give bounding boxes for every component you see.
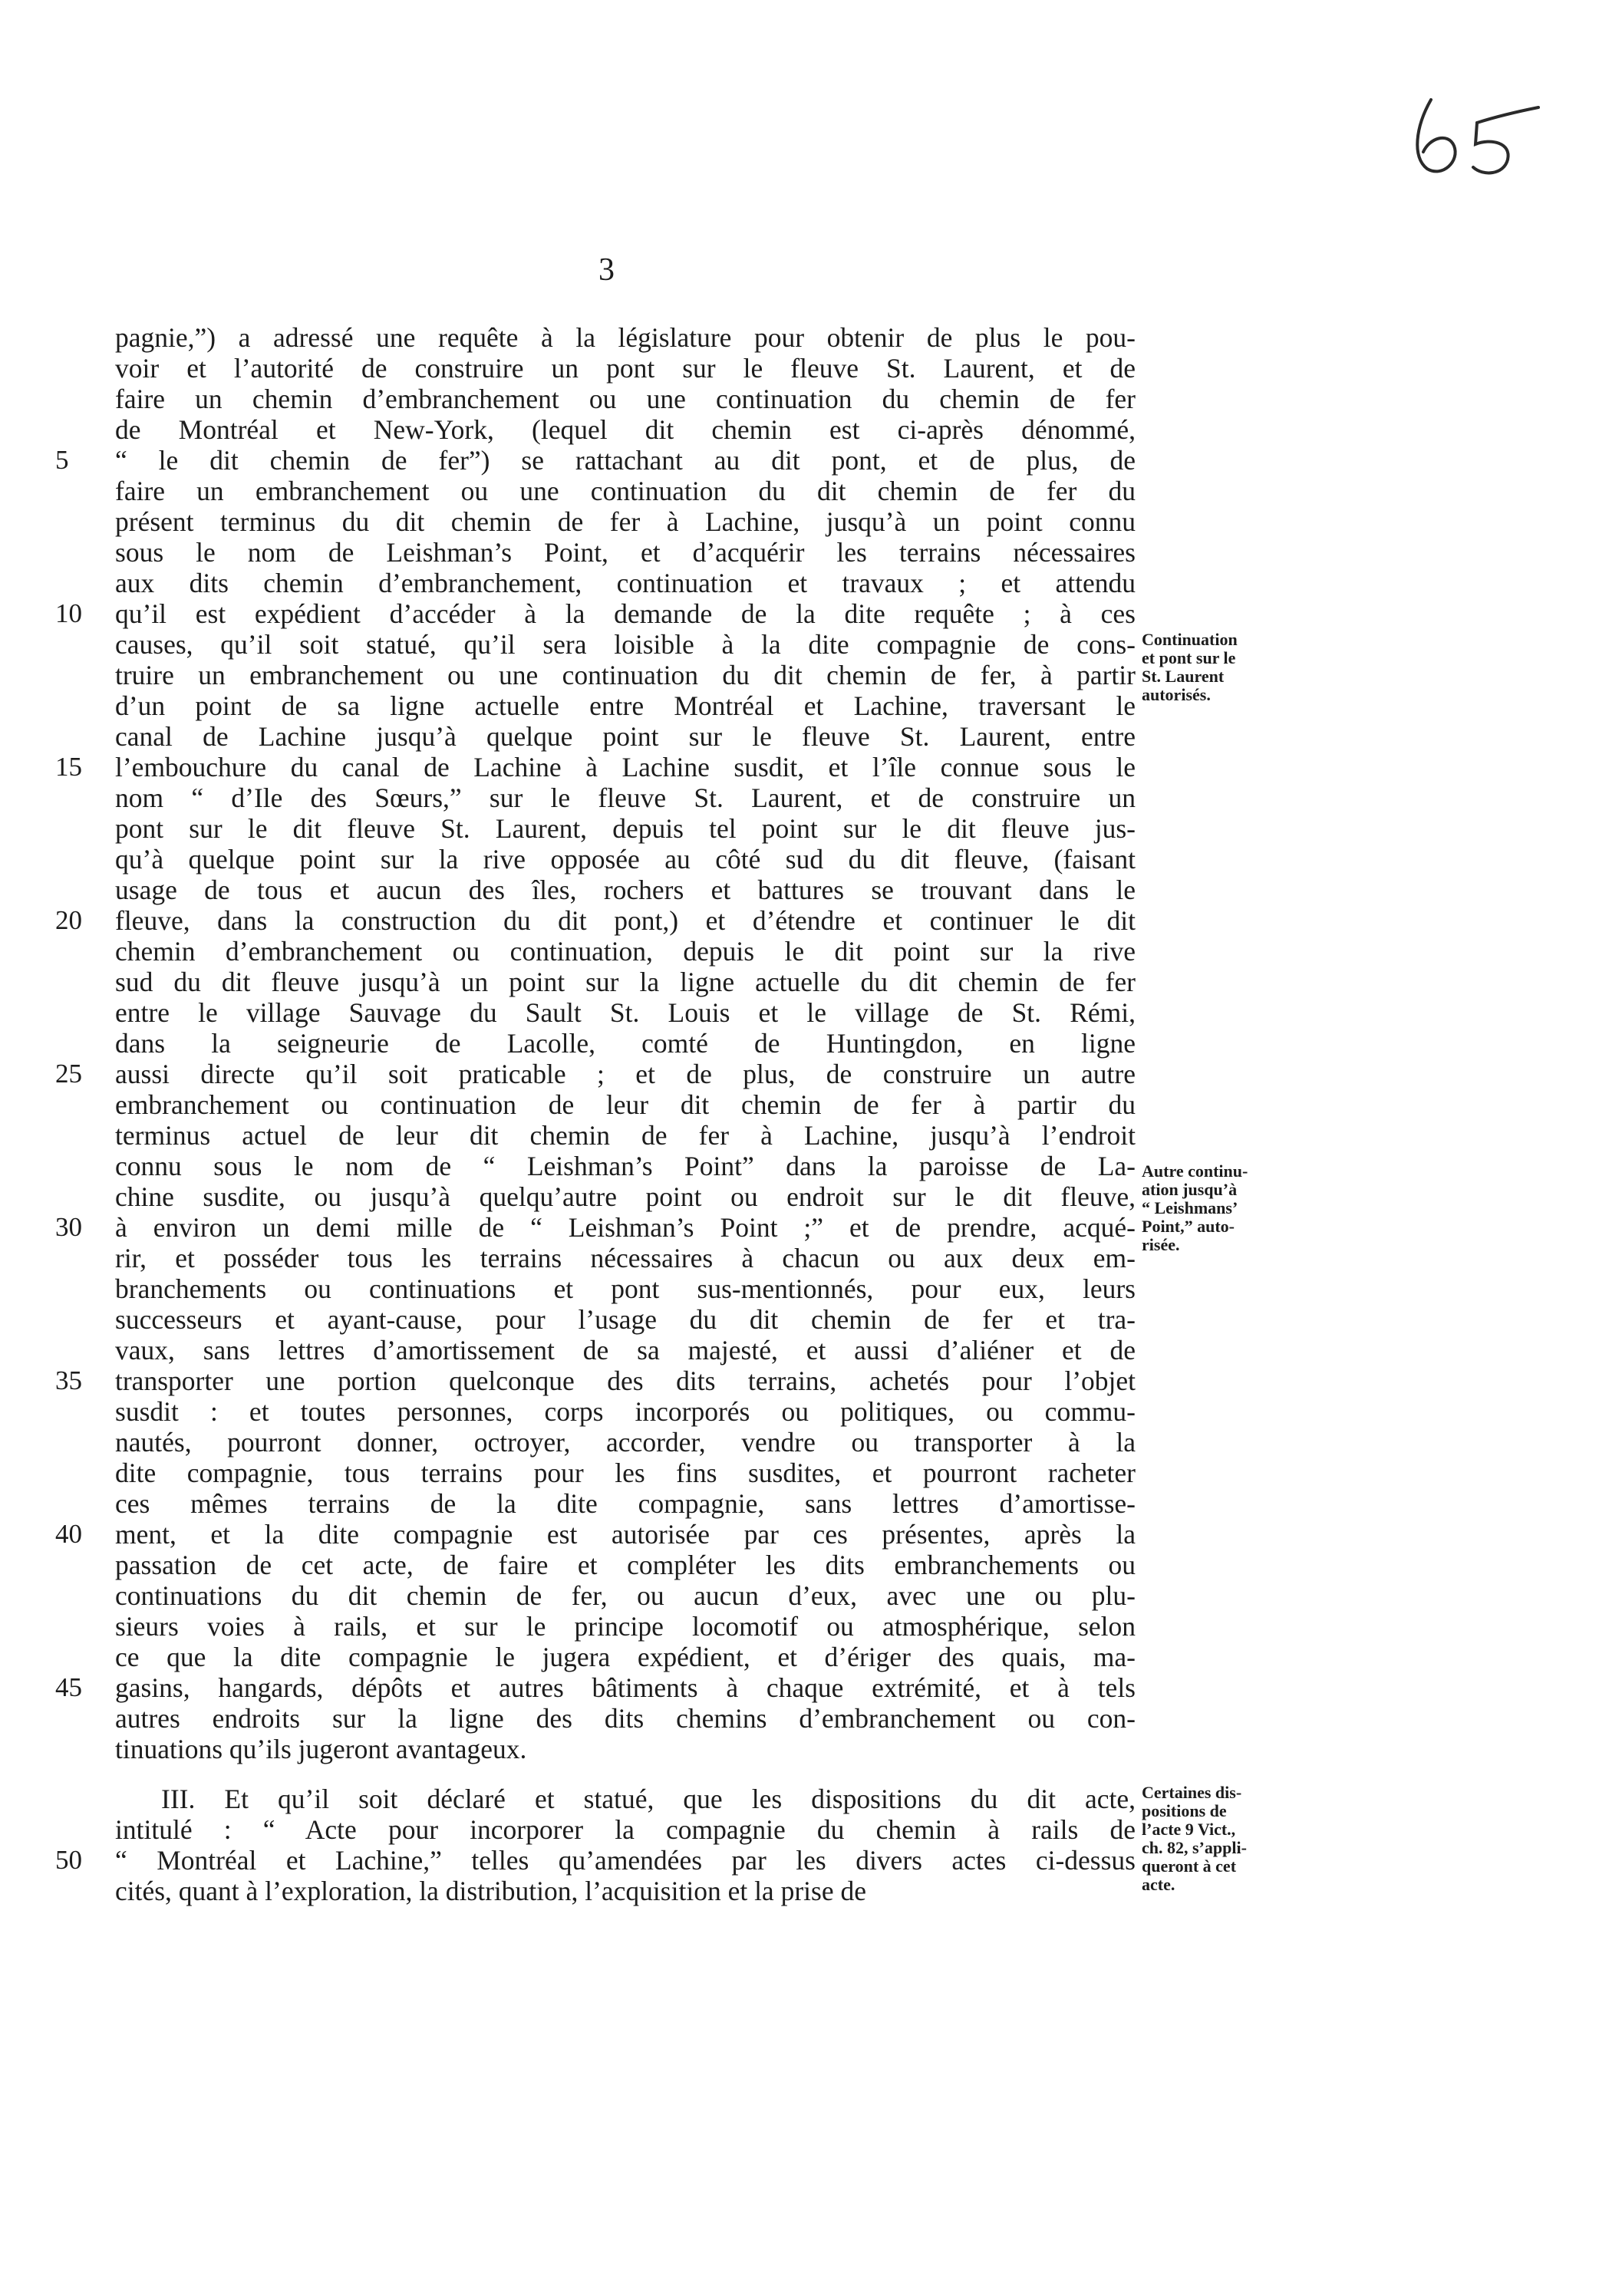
line-number: 35 <box>55 1365 82 1395</box>
text-line: continuations du dit chemin de fer, ou aucun d’eux, avec une ou plu- <box>115 1580 1136 1611</box>
text-line: successeurs et ayant-cause, pour l’usage du dit chemin de fer et tra- <box>115 1304 1136 1335</box>
line-number: 15 <box>55 752 82 782</box>
text-line: rir, et posséder tous les terrains nécessaires à chacun ou aux deux em- <box>115 1243 1136 1273</box>
text-line: entre le village Sauvage du Sault St. Louis et le village de St. Rémi, <box>115 997 1136 1028</box>
text-line: l’embouchure du canal de Lachine à Lachine susdit, et l’île connue sous le <box>115 752 1136 782</box>
text-line: canal de Lachine jusqu’à quelque point sur le fleuve St. Laurent, entre <box>115 721 1136 752</box>
text-line: susdit : et toutes personnes, corps incorporés ou politiques, ou commu- <box>115 1396 1136 1427</box>
text-line: chine susdite, ou jusqu’à quelqu’autre point ou endroit sur le dit fleuve, <box>115 1181 1136 1212</box>
text-line: vaux, sans lettres d’amortissement de sa majesté, et aussi d’aliéner et de <box>115 1335 1136 1365</box>
text-line: tinuations qu’ils jugeront avantageux. <box>115 1734 527 1764</box>
text-line: nom “ d’Ile des Sœurs,” sur le fleuve St. Laurent, et de construire un <box>115 782 1136 813</box>
text-line: pagnie,”) a adressé une requête à la législature pour obtenir de plus le pou- <box>115 322 1136 353</box>
text-line: aussi directe qu’il soit praticable ; et de plus, de construire un autre <box>115 1059 1136 1089</box>
text-line: autres endroits sur la ligne des dits chemins d’embranchement ou con- <box>115 1703 1136 1734</box>
text-line: fleuve, dans la construction du dit pont,) et d’étendre et continuer le dit <box>115 905 1136 936</box>
text-line: faire un chemin d’embranchement ou une continuation du chemin de fer <box>115 384 1136 414</box>
line-number: 50 <box>55 1845 82 1875</box>
text-line: embranchement ou continuation de leur dit chemin de fer à partir du <box>115 1089 1136 1120</box>
text-line: intitulé : “ Acte pour incorporer la compagnie du chemin à rails de <box>115 1814 1136 1845</box>
margin-note: Certaines dis- positions de l’acte 9 Vict., ch. 82, s’appli- queront à cet acte. <box>1142 1783 1247 1894</box>
text-line: d’un point de sa ligne actuelle entre Montréal et Lachine, traversant le <box>115 690 1136 721</box>
folio-handwritten-number <box>1400 84 1546 184</box>
text-line: sieurs voies à rails, et sur le principe locomotif ou atmosphérique, selon <box>115 1611 1136 1642</box>
text-line: nautés, pourront donner, octroyer, accorder, vendre ou transporter à la <box>115 1427 1136 1458</box>
text-line: qu’il est expédient d’accéder à la demande de la dite requête ; à ces <box>115 598 1136 629</box>
text-line: présent terminus du dit chemin de fer à Lachine, jusqu’à un point connu <box>115 506 1136 537</box>
line-number: 25 <box>55 1059 82 1089</box>
text-line: connu sous le nom de “ Leishman’s Point” dans la paroisse de La- <box>115 1151 1136 1181</box>
line-number: 20 <box>55 905 82 935</box>
text-line: aux dits chemin d’embranchement, continuation et travaux ; et attendu <box>115 568 1136 598</box>
line-number: 45 <box>55 1672 82 1702</box>
text-line: qu’à quelque point sur la rive opposée au côté sud du dit fleuve, (faisant <box>115 844 1136 875</box>
text-line: dite compagnie, tous terrains pour les fins susdites, et pourront racheter <box>115 1458 1136 1488</box>
text-line: faire un embranchement ou une continuation du dit chemin de fer du <box>115 476 1136 506</box>
text-line: truire un embranchement ou une continuation du dit chemin de fer, à partir <box>115 660 1136 690</box>
text-line: ces mêmes terrains de la dite compagnie, sans lettres d’amortisse- <box>115 1488 1136 1519</box>
text-line: passation de cet acte, de faire et compléter les dits embranchements ou <box>115 1550 1136 1580</box>
page-number: 3 <box>598 252 615 288</box>
line-number: 10 <box>55 598 82 628</box>
text-line: sud du dit fleuve jusqu’à un point sur la ligne actuelle du dit chemin de fer <box>115 967 1136 997</box>
text-line: à environ un demi mille de “ Leishman’s Point ;” et de prendre, acqué- <box>115 1212 1136 1243</box>
margin-note: Continuation et pont sur le St. Laurent autorisés. <box>1142 630 1238 704</box>
line-number: 40 <box>55 1519 82 1549</box>
text-line: usage de tous et aucun des îles, rochers et battures se trouvant dans le <box>115 875 1136 905</box>
text-line: “ Montréal et Lachine,” telles qu’amendées par les divers actes ci-dessus <box>115 1845 1136 1876</box>
text-line: branchements ou continuations et pont sus-mentionnés, pour eux, leurs <box>115 1273 1136 1304</box>
text-line: chemin d’embranchement ou continuation, depuis le dit point sur la rive <box>115 936 1136 967</box>
text-line: pont sur le dit fleuve St. Laurent, depuis tel point sur le dit fleuve jus- <box>115 813 1136 844</box>
margin-note: Autre continu- ation jusqu’à “ Leishmans’ Point,” auto- risée. <box>1142 1161 1248 1254</box>
text-line: “ le dit chemin de fer”) se rattachant au dit pont, et de plus, de <box>115 445 1136 476</box>
text-line: ment, et la dite compagnie est autorisée par ces présentes, après la <box>115 1519 1136 1550</box>
text-line: voir et l’autorité de construire un pont sur le fleuve St. Laurent, et de <box>115 353 1136 384</box>
text-line: transporter une portion quelconque des dits terrains, achetés pour l’objet <box>115 1365 1136 1396</box>
line-number: 5 <box>55 445 69 475</box>
text-line: de Montréal et New-York, (lequel dit chemin est ci-après dénommé, <box>115 414 1136 445</box>
text-line: gasins, hangards, dépôts et autres bâtiments à chaque extrémité, et à tels <box>115 1672 1136 1703</box>
text-line: ce que la dite compagnie le jugera expédient, et d’ériger des quais, ma- <box>115 1642 1136 1672</box>
text-line: sous le nom de Leishman’s Point, et d’acquérir les terrains nécessaires <box>115 537 1136 568</box>
text-line: dans la seigneurie de Lacolle, comté de Huntingdon, en ligne <box>115 1028 1136 1059</box>
line-number: 30 <box>55 1212 82 1242</box>
text-line: causes, qu’il soit statué, qu’il sera loisible à la dite compagnie de cons- <box>115 629 1136 660</box>
text-line: cités, quant à l’exploration, la distribution, l’acquisition et la prise de <box>115 1876 866 1906</box>
text-line: terminus actuel de leur dit chemin de fer à Lachine, jusqu’à l’endroit <box>115 1120 1136 1151</box>
text-line: III. Et qu’il soit déclaré et statué, que les dispositions du dit acte, <box>161 1784 1136 1814</box>
